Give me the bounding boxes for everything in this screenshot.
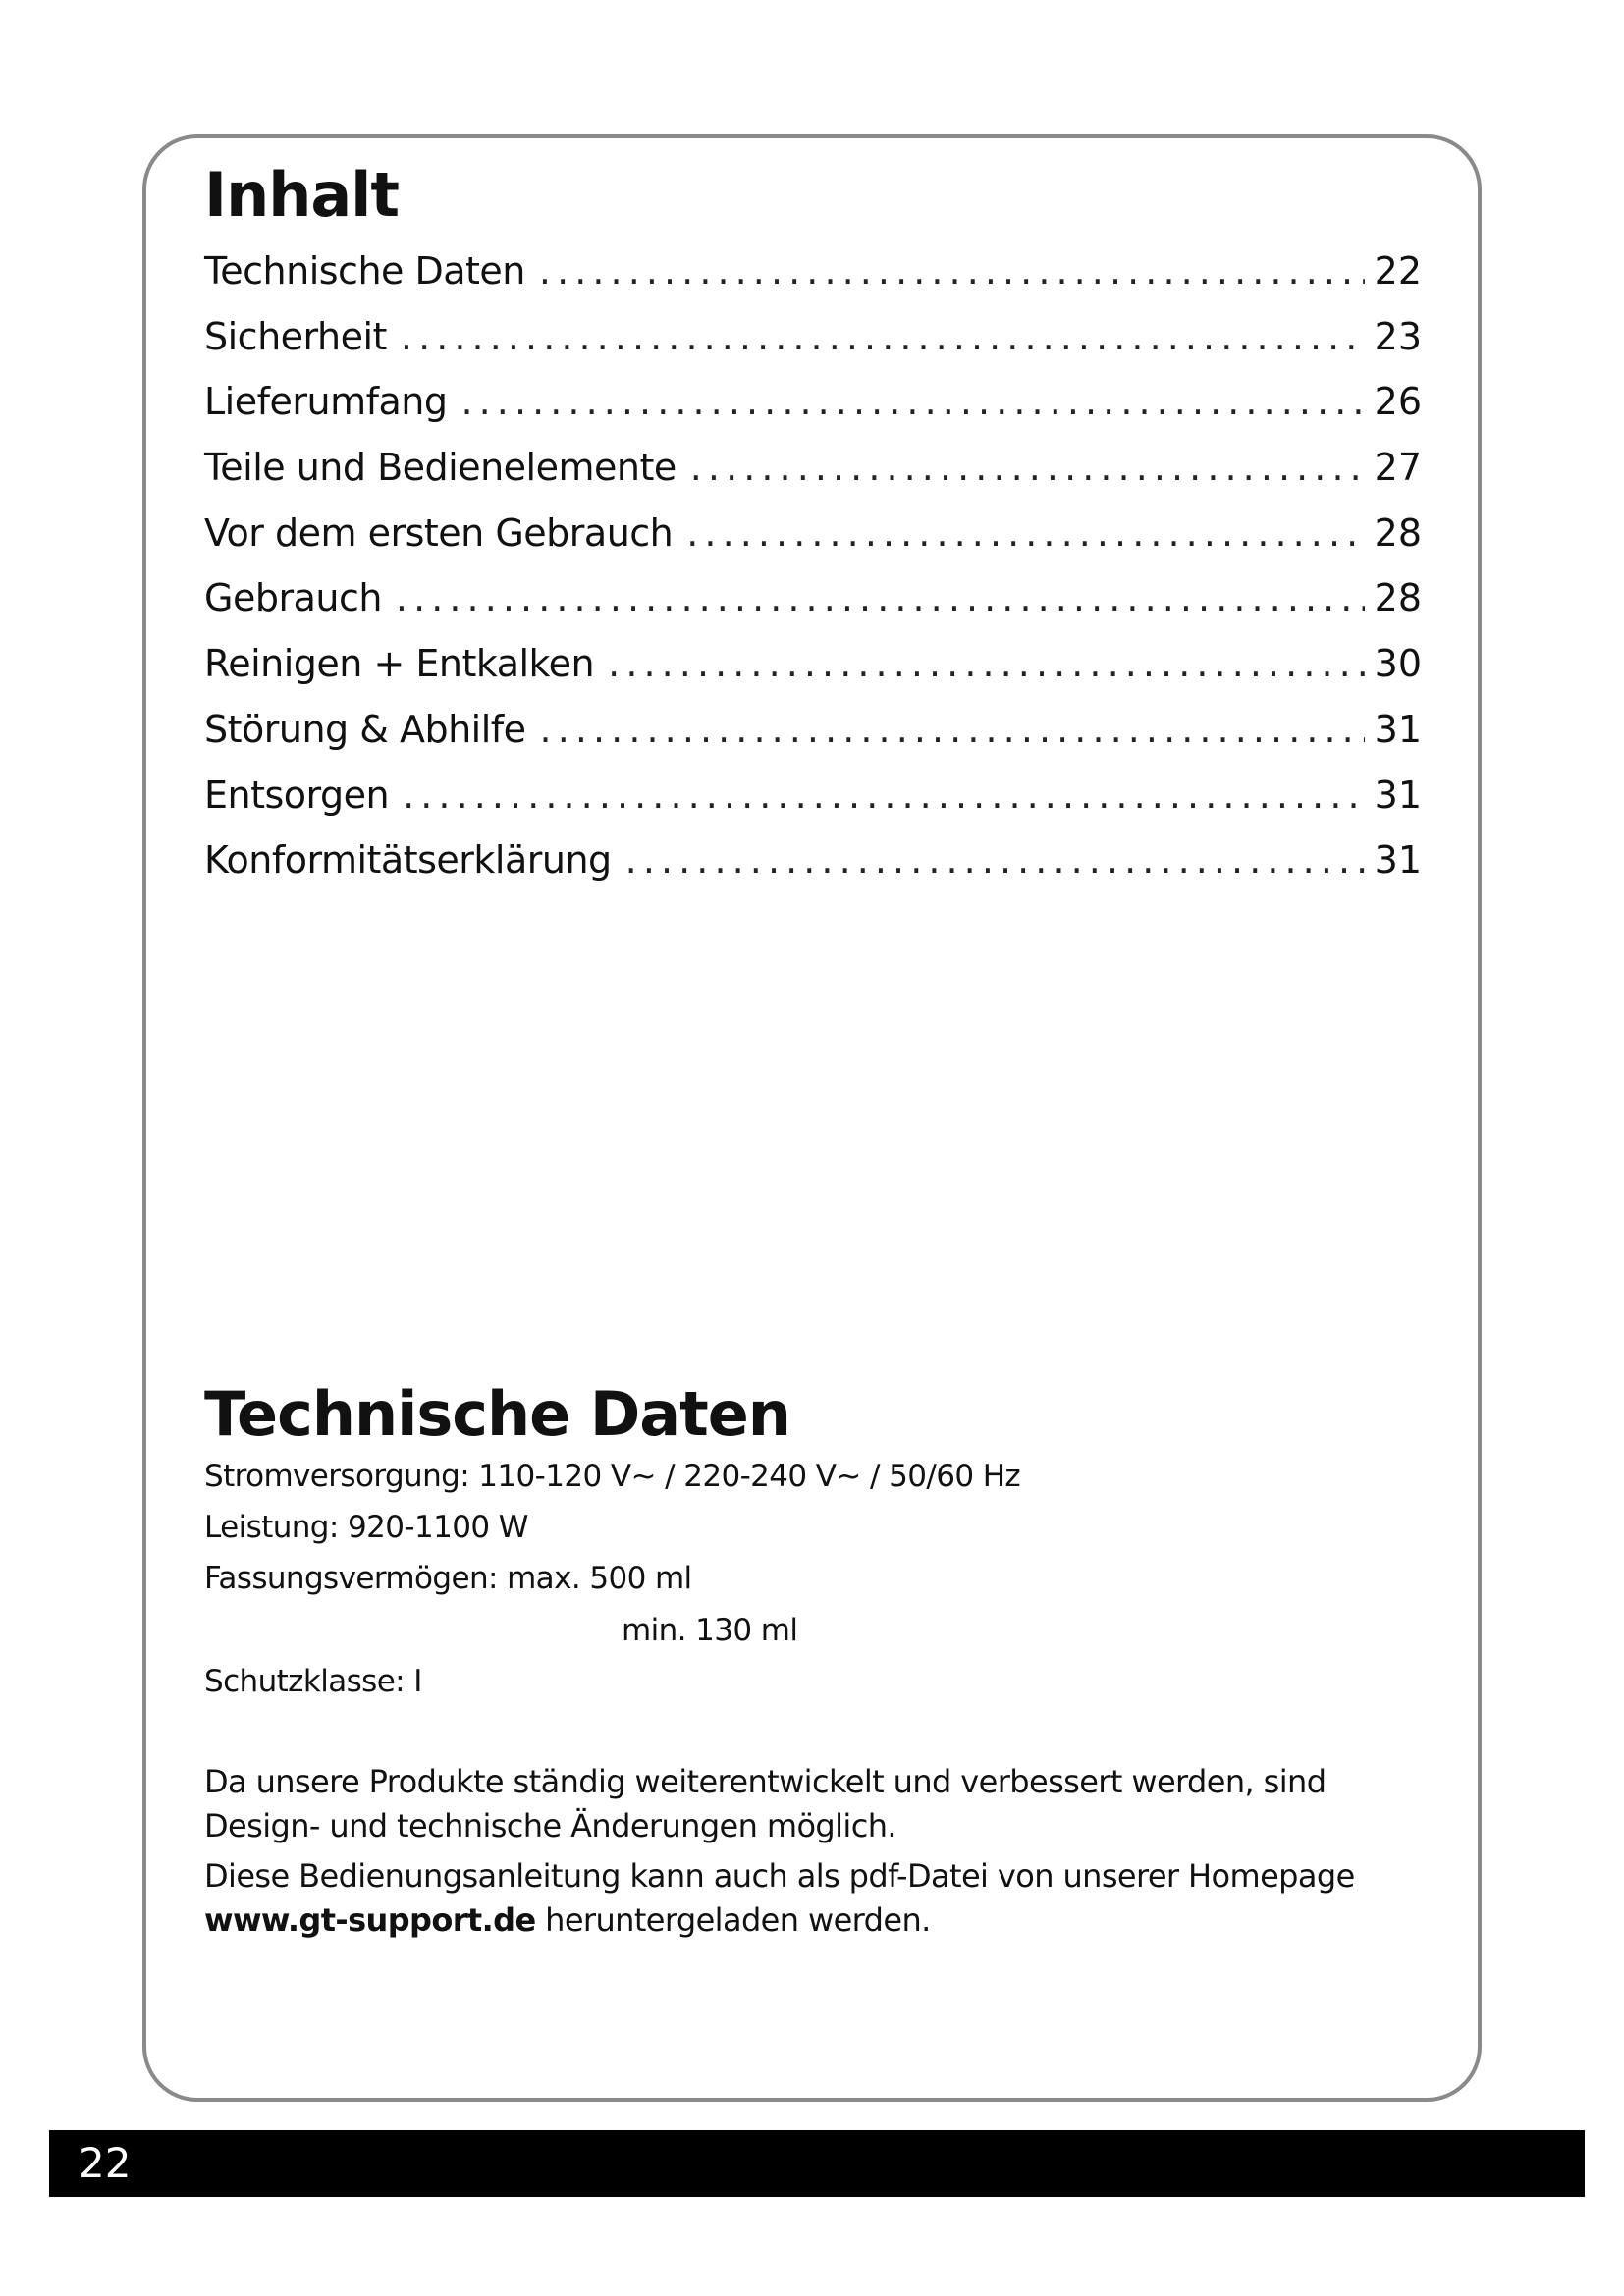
- spec-capacity-max: Fassungsvermögen: max. 500 ml: [204, 1561, 692, 1596]
- toc-entry-label: Sicherheit: [204, 314, 387, 358]
- spec-protection-class: Schutzklasse: I: [204, 1664, 422, 1699]
- toc-entry-page: 31: [1374, 838, 1422, 882]
- toc-entry-page: 31: [1374, 707, 1422, 751]
- toc-entry[interactable]: [204, 838, 1422, 904]
- toc-leader-dots: [540, 708, 1365, 751]
- table-of-contents: [204, 249, 1422, 904]
- toc-entry[interactable]: [204, 511, 1422, 577]
- toc-leader-dots: [539, 249, 1365, 293]
- toc-entry-label: Teile und Bedienelemente: [204, 446, 677, 490]
- toc-entry[interactable]: [204, 642, 1422, 708]
- toc-entry[interactable]: [204, 774, 1422, 839]
- toc-leader-dots: [690, 446, 1365, 489]
- toc-entry-label: Reinigen + Entkalken: [204, 642, 595, 686]
- toc-entry-page: 26: [1374, 380, 1422, 424]
- spec-capacity-min: min. 130 ml: [622, 1613, 798, 1648]
- notice-line-rest: heruntergeladen werden.: [535, 1901, 931, 1939]
- toc-entry-page: 28: [1374, 510, 1422, 555]
- toc-entry[interactable]: [204, 380, 1422, 446]
- page-number: 22: [79, 2139, 132, 2187]
- notice-line: [204, 1898, 1441, 1943]
- notice-line: Da unsere Produkte ständig weiterentwickelt und verbessert werden, sind: [204, 1763, 1326, 1800]
- toc-entry[interactable]: [204, 446, 1422, 511]
- toc-entry-page: 27: [1374, 446, 1422, 490]
- toc-leader-dots: [625, 838, 1365, 881]
- spec-power: Leistung: 920-1100 W: [204, 1510, 528, 1545]
- notice-line: Diese Bedienungsanleitung kann auch als pdf-Datei von unserer Homepage: [204, 1857, 1355, 1895]
- toc-entry-page: 31: [1374, 773, 1422, 817]
- toc-leader-dots: [460, 380, 1364, 423]
- footer-bar: [49, 2130, 1585, 2197]
- toc-leader-dots: [686, 511, 1364, 555]
- notice-line: Design- und technische Änderungen möglich.: [204, 1807, 896, 1844]
- toc-leader-dots: [396, 576, 1365, 619]
- toc-leader-dots: [401, 315, 1365, 358]
- toc-entry-page: 22: [1374, 249, 1422, 293]
- toc-entry-label: Technische Daten: [204, 249, 525, 293]
- toc-leader-dots: [403, 774, 1365, 817]
- technical-data-heading: Technische Daten: [204, 1378, 790, 1450]
- toc-entry[interactable]: [204, 315, 1422, 381]
- spec-power-supply: Stromversorgung: 110-120 V~ / 220-240 V~ / 50/60 Hz: [204, 1459, 1021, 1494]
- toc-entry-label: Vor dem ersten Gebrauch: [204, 510, 674, 555]
- toc-entry-page: 28: [1374, 576, 1422, 620]
- toc-title: Inhalt: [204, 159, 400, 231]
- toc-entry[interactable]: [204, 708, 1422, 774]
- toc-entry[interactable]: [204, 576, 1422, 642]
- toc-entry-page: 23: [1374, 314, 1422, 358]
- toc-entry-label: Konformitätserklärung: [204, 838, 612, 882]
- toc-entry-label: Gebrauch: [204, 576, 382, 620]
- toc-entry[interactable]: [204, 249, 1422, 315]
- notice-block: [204, 1760, 1441, 1943]
- toc-entry-label: Lieferumfang: [204, 380, 448, 424]
- toc-leader-dots: [608, 642, 1364, 685]
- toc-entry-label: Entsorgen: [204, 773, 390, 817]
- support-website-link[interactable]: www.gt-support.de: [204, 1901, 536, 1939]
- toc-entry-label: Störung & Abhilfe: [204, 707, 526, 751]
- toc-entry-page: 30: [1374, 642, 1422, 686]
